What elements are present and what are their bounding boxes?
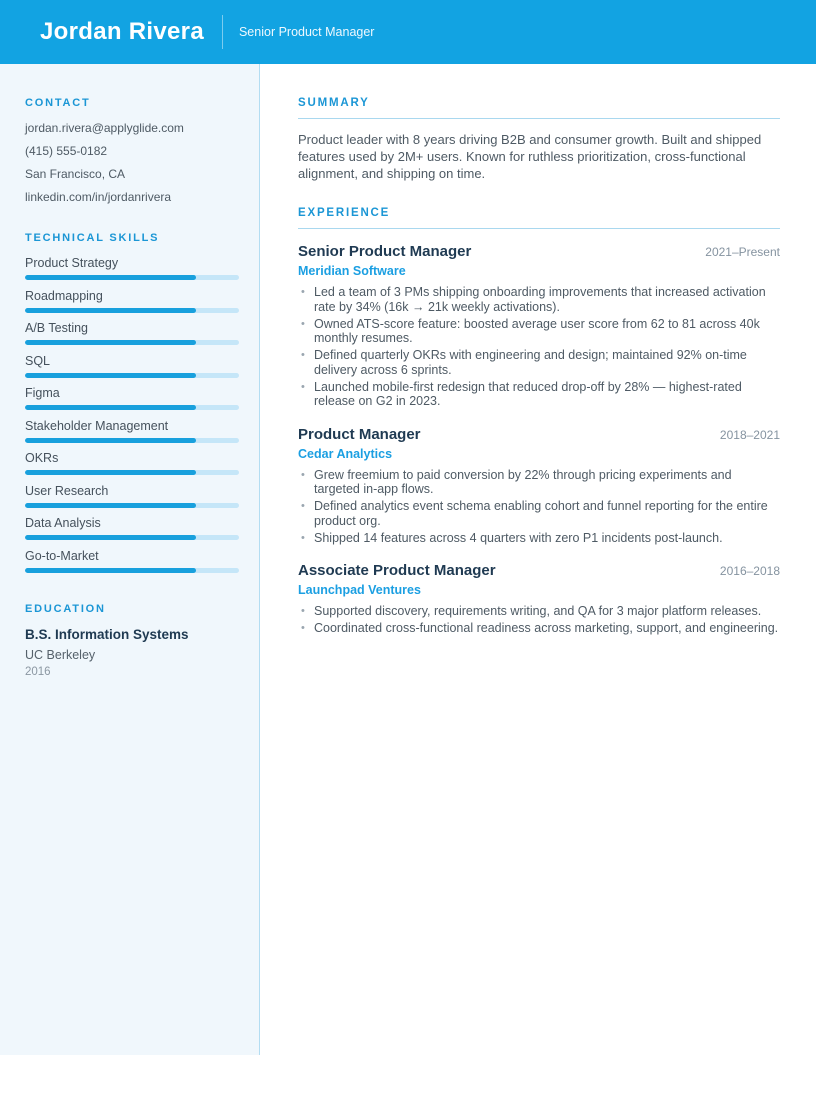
bullet-text: Grew freemium to paid conversion by 22% through pricing experiments and targeted in-app flows.	[314, 467, 732, 496]
skill-label: User Research	[25, 483, 109, 498]
skill-label: Figma	[25, 386, 60, 400]
bullet-icon: •	[301, 531, 305, 544]
job-bullets	[298, 604, 780, 636]
summary-heading: SUMMARY	[298, 97, 780, 119]
skill-bar-fill	[25, 438, 196, 443]
job-entry	[298, 426, 780, 546]
job-title: Associate Product Manager	[298, 562, 496, 579]
bullet-icon: •	[301, 286, 305, 298]
skill-row	[25, 354, 239, 378]
bullet-text: Coordinated cross-functional readiness across marketing, support, and engineering.	[314, 621, 779, 635]
job-bullets	[298, 468, 780, 546]
bullet-icon: •	[301, 605, 305, 617]
job-company: Cedar Analytics	[298, 446, 393, 461]
summary-text: Product leader with 8 years driving B2B and consumer growth. Built and shipped features used by 2M+ users. Known for ruthless prioritization, cross-functional alignment, and shipping on time.	[298, 132, 762, 181]
skills-list	[25, 256, 239, 573]
skill-row	[25, 386, 239, 410]
skill-bar-track	[25, 503, 239, 508]
page-header	[0, 0, 816, 64]
job-bullet	[298, 285, 780, 314]
experience-heading: EXPERIENCE	[298, 207, 780, 229]
skill-bar-fill	[25, 470, 196, 475]
bullet-icon: •	[301, 380, 305, 393]
skill-label: OKRs	[25, 451, 59, 465]
contact-heading: CONTACT	[25, 97, 91, 109]
sidebar	[0, 64, 260, 1055]
skill-bar-fill	[25, 373, 196, 378]
bullet-text: Supported discovery, requirements writing, and QA for 3 major platform releases.	[314, 604, 762, 618]
bullet-icon: •	[301, 317, 305, 330]
skill-row	[25, 289, 239, 313]
education-year: 2016	[25, 665, 51, 678]
summary-section	[298, 97, 780, 182]
job-bullet	[298, 604, 780, 619]
skill-bar-fill	[25, 568, 196, 573]
skill-bar-fill	[25, 308, 196, 313]
bullet-text: Defined analytics event schema enabling cohort and funnel reporting for the entire product org.	[314, 499, 768, 528]
job-dates: 2016–2018	[719, 564, 780, 578]
job-bullet	[298, 621, 780, 636]
skill-label: Data Analysis	[25, 516, 101, 530]
skill-row	[25, 419, 239, 443]
skill-label: Roadmapping	[25, 288, 103, 303]
education-heading: EDUCATION	[25, 602, 106, 615]
experience-section	[298, 207, 780, 636]
education-section	[25, 603, 239, 678]
skill-bar-track	[25, 275, 239, 280]
skill-row	[25, 484, 239, 508]
job-title: Product Manager	[298, 425, 421, 443]
skill-bar-fill	[25, 340, 196, 345]
job-dates: 2021–Present	[705, 245, 780, 259]
job-entry	[298, 243, 780, 409]
skill-row	[25, 516, 239, 540]
skills-section	[25, 232, 239, 573]
skill-label: Go-to-Market	[25, 548, 99, 563]
bullet-text: Led a team of 3 PMs shipping onboarding improvements that increased activation rate by 34% (16k → 21k weekly activations).	[314, 285, 766, 314]
job-header	[298, 426, 780, 443]
contact-item: jordan.rivera@applyglide.com	[25, 121, 184, 135]
skill-bar-track	[25, 535, 239, 540]
education-degree: B.S. Information Systems	[25, 626, 189, 642]
job-company: Launchpad Ventures	[298, 583, 421, 597]
bullet-text: Shipped 14 features across 4 quarters with zero P1 incidents post-launch.	[314, 530, 723, 545]
skill-row	[25, 451, 239, 475]
skill-bar-track	[25, 405, 239, 410]
job-company: Meridian Software	[298, 264, 406, 278]
job-header	[298, 243, 780, 260]
person-title: Senior Product Manager	[238, 25, 375, 39]
skill-label: Stakeholder Management	[25, 418, 169, 433]
skill-bar-track	[25, 470, 239, 475]
bullet-icon: •	[301, 500, 305, 512]
skill-bar-track	[25, 340, 239, 345]
bullet-text: Owned ATS-score feature: boosted average user score from 62 to 81 across 40k monthly resumes.	[314, 316, 760, 345]
bullet-text: Launched mobile-first redesign that reduced drop-off by 28% — highest-rated release on G2 in 2023.	[314, 379, 742, 408]
contact-list	[25, 121, 239, 204]
job-bullet	[298, 380, 780, 409]
job-dates: 2018–2021	[719, 427, 780, 442]
resume-page	[0, 64, 816, 1055]
job-bullet	[298, 317, 780, 346]
job-bullet	[298, 499, 780, 528]
job-bullet	[298, 468, 780, 497]
skill-bar-track	[25, 438, 239, 443]
education-school: UC Berkeley	[25, 647, 96, 662]
bullet-text: Defined quarterly OKRs with engineering and design; maintained 92% on-time delivery across 6 sprints.	[314, 348, 747, 377]
job-bullet	[298, 531, 780, 546]
jobs-list	[298, 243, 780, 636]
job-title: Senior Product Manager	[298, 243, 472, 260]
contact-item: San Francisco, CA	[25, 167, 126, 181]
skill-label: SQL	[25, 353, 51, 368]
skill-bar-fill	[25, 275, 196, 280]
header-divider	[222, 15, 223, 49]
contact-item: (415) 555-0182	[25, 144, 108, 158]
person-name: Jordan Rivera	[40, 18, 204, 45]
job-header	[298, 562, 780, 579]
contact-item: linkedin.com/in/jordanrivera	[25, 190, 172, 204]
job-entry	[298, 562, 780, 636]
skill-row	[25, 321, 239, 345]
main-content	[260, 64, 816, 1055]
skill-row	[25, 549, 239, 573]
bullet-icon: •	[301, 622, 305, 634]
skill-bar-track	[25, 373, 239, 378]
skill-bar-fill	[25, 405, 196, 410]
skill-row	[25, 256, 239, 280]
skill-bar-track	[25, 308, 239, 313]
job-bullet	[298, 348, 780, 377]
skill-bar-fill	[25, 503, 196, 508]
skill-label: A/B Testing	[25, 321, 89, 335]
job-bullets	[298, 285, 780, 409]
skill-bar-fill	[25, 535, 196, 540]
skill-label: Product Strategy	[25, 256, 119, 270]
bullet-icon: •	[301, 468, 305, 481]
bullet-icon: •	[301, 349, 305, 361]
contact-section	[25, 97, 239, 204]
skills-heading: TECHNICAL SKILLS	[25, 232, 160, 244]
skill-bar-track	[25, 568, 239, 573]
